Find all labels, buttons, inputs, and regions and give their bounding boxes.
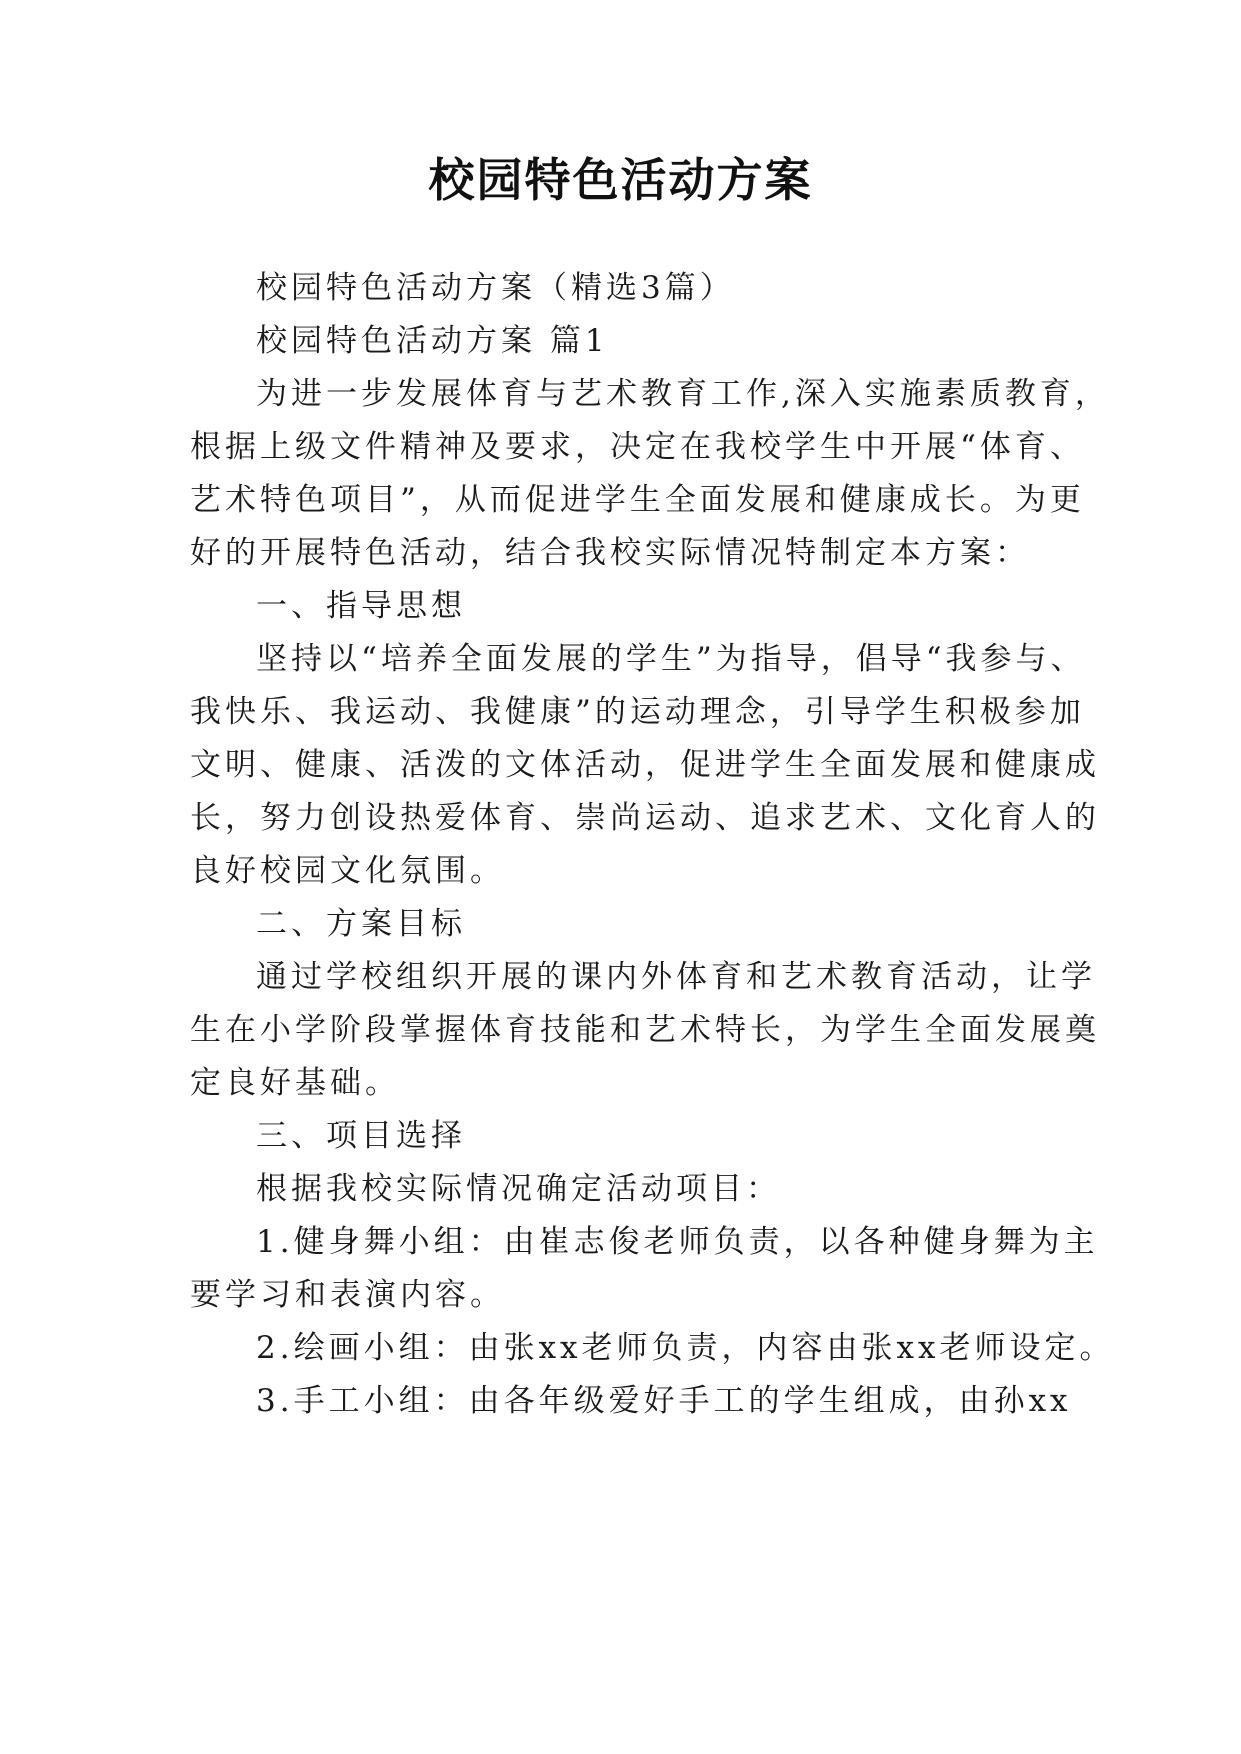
paragraph-line: 好的开展特色活动，结合我校实际情况特制定本方案： [190,535,1030,571]
heading-plan-goals: 二、方案目标 [256,906,466,942]
list-item-line: 1.健身舞小组：由崔志俊老师负责，以各种健身舞为主 [256,1224,1099,1260]
list-item-line: 3.手工小组：由各年级爱好手工的学生组成，由孙xx [256,1383,1072,1419]
section-heading-part1: 校园特色活动方案 篇1 [256,323,609,359]
paragraph-line: 坚持以“培养全面发展的学生”为指导，倡导“我参与、 [256,641,1086,677]
paragraph-line: 根据我校实际情况确定活动项目： [256,1171,781,1207]
paragraph-line: 长，努力创设热爱体育、崇尚运动、追求艺术、文化育人的 [190,800,1100,836]
paragraph-line: 生在小学阶段掌握体育技能和艺术特长，为学生全面发展奠 [190,1012,1100,1048]
list-item-line: 要学习和表演内容。 [190,1277,505,1313]
paragraph-line: 定良好基础。 [190,1065,400,1101]
paragraph-line: 根据上级文件精神及要求，决定在我校学生中开展“体育、 [190,429,1085,465]
paragraph-line: 良好校园文化氛围。 [190,853,505,889]
paragraph-line: 为进一步发展体育与艺术教育工作,深入实施素质教育， [256,376,1110,412]
list-item-line: 2.绘画小组：由张xx老师负责，内容由张xx老师设定。 [256,1330,1115,1366]
subtitle-line: 校园特色活动方案（精选3篇） [256,270,735,306]
paragraph-line: 文明、健康、活泼的文体活动，促进学生全面发展和健康成 [190,747,1100,783]
paragraph-line: 通过学校组织开展的课内外体育和艺术教育活动，让学 [256,959,1096,995]
paragraph-line: 艺术特色项目”，从而促进学生全面发展和健康成长。为更 [190,482,1085,518]
document-title: 校园特色活动方案 [428,153,813,207]
heading-project-selection: 三、项目选择 [256,1118,466,1154]
paragraph-line: 我快乐、我运动、我健康”的运动理念，引导学生积极参加 [190,694,1085,730]
heading-guiding-ideology: 一、指导思想 [256,588,466,624]
